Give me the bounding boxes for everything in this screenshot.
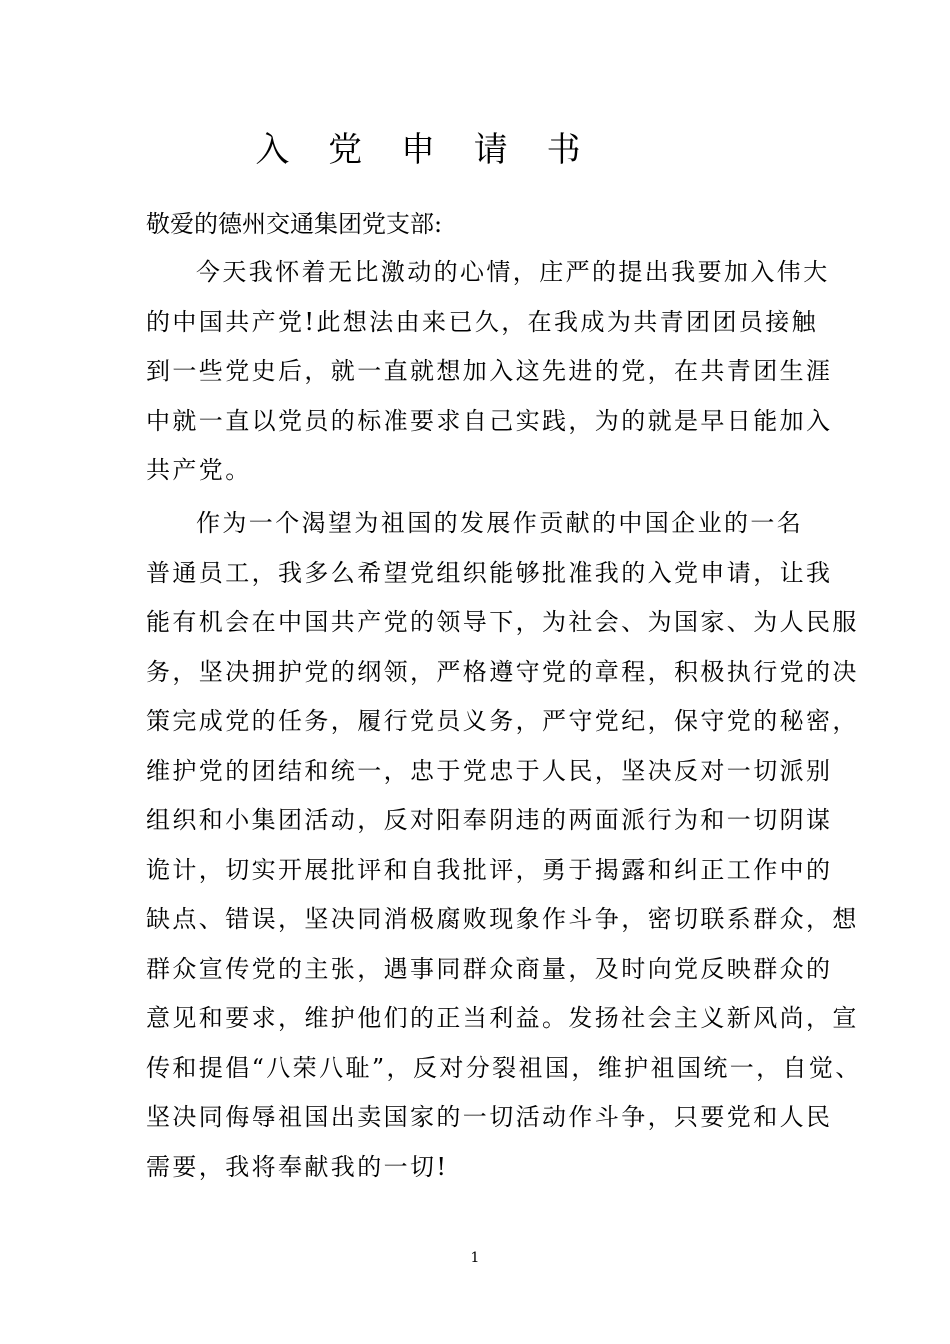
salutation: 敬爱的德州交通集团党支部:	[146, 210, 443, 238]
paragraph-line: 的中国共产党!此想法由来已久，在我成为共青团团员接触	[146, 307, 819, 336]
paragraph-line: 需要，我将奉献我的一切!	[146, 1152, 449, 1181]
paragraph-line: 维护党的团结和统一，忠于党忠于人民，坚决反对一切派别	[146, 756, 833, 785]
document-title: 入 党 申 请 书	[255, 130, 595, 170]
paragraph-2	[146, 499, 862, 1192]
paragraph-1	[146, 248, 833, 496]
paragraph-line: 传和提倡“八荣八耻”，反对分裂祖国，维护祖国统一，自觉、	[146, 1053, 862, 1082]
paragraph-line: 策完成党的任务，履行党员义务，严守党纪，保守党的秘密，	[146, 707, 859, 735]
paragraph-line: 组织和小集团活动，反对阳奉阴违的两面派行为和一切阴谋	[146, 806, 833, 834]
paragraph-line: 诡计，切实开展批评和自我批评，勇于揭露和纠正工作中的	[146, 855, 833, 884]
paragraph-line: 普通员工，我多么希望党组织能够批准我的入党申请，让我	[146, 558, 833, 587]
paragraph-line: 今天我怀着无比激动的心情，庄严的提出我要加入伟大	[196, 258, 830, 286]
paragraph-line: 中就一直以党员的标准要求自己实践，为的就是早日能加入	[146, 406, 833, 435]
paragraph-line: 共产党。	[146, 456, 252, 484]
page-number: 1	[470, 1250, 480, 1266]
paragraph-line: 坚决同侮辱祖国出卖国家的一切活动作斗争，只要党和人民	[146, 1103, 833, 1131]
paragraph-line: 作为一个渴望为祖国的发展作贡献的中国企业的一名	[196, 509, 804, 537]
paragraph-line: 能有机会在中国共产党的领导下，为社会、为国家、为人民服	[146, 608, 859, 636]
paragraph-line: 群众宣传党的主张，遇事同群众商量，及时向党反映群众的	[146, 954, 833, 983]
paragraph-line: 缺点、错误，坚决同消极腐败现象作斗争，密切联系群众，想	[146, 905, 859, 933]
paragraph-line: 务，坚决拥护党的纲领，严格遵守党的章程，积极执行党的决	[146, 657, 859, 686]
paragraph-line: 到一些党史后，就一直就想加入这先进的党，在共青团生涯	[146, 357, 833, 385]
paragraph-line: 意见和要求，维护他们的正当利益。发扬社会主义新风尚，宣	[146, 1004, 859, 1032]
